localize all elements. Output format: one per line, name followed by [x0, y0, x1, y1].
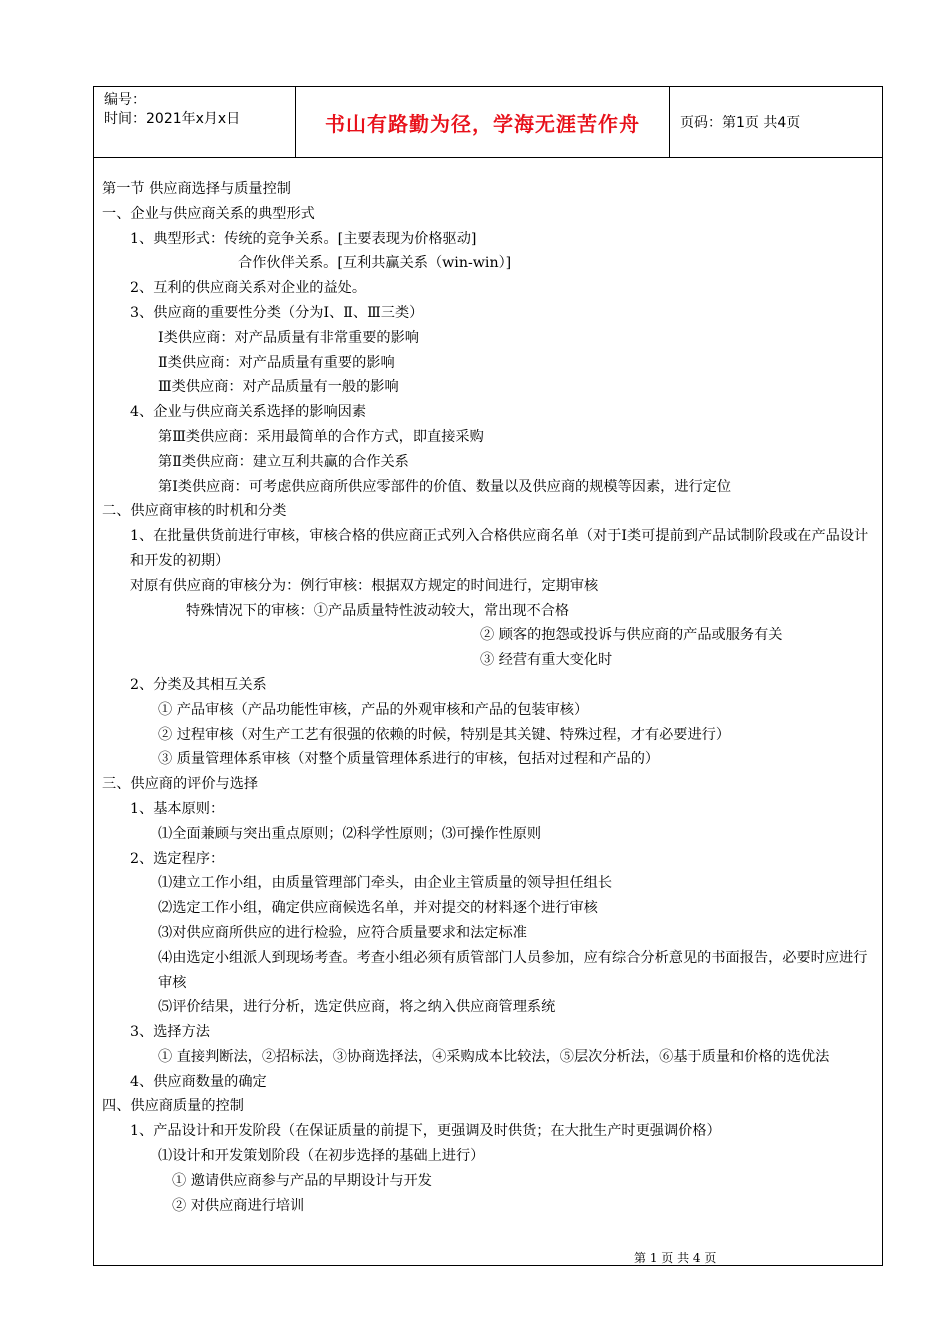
text-line: ① 产品审核（产品功能性审核，产品的外观审核和产品的包装审核） — [158, 701, 589, 718]
section-title: 第一节 供应商选择与质量控制 — [102, 181, 291, 197]
text-line: 合作伙伴关系。[互利共赢关系（win-win）] — [238, 255, 512, 272]
page-footer: 第 1 页 共 4 页 — [634, 1251, 717, 1265]
text-line: 第Ⅰ类供应商：可考虑供应商所供应零部件的价值、数量以及供应商的规模等因素，进行定位 — [158, 478, 732, 495]
number-label: 编号： — [104, 92, 146, 108]
motto-cell — [296, 87, 670, 157]
text-line: 1、典型形式：传统的竞争关系。[主要表现为价格驱动] — [130, 230, 477, 247]
text-line: ⑶对供应商所供应的进行检验，应符合质量要求和法定标准 — [158, 924, 527, 941]
text-paragraph: ⑷由选定小组派人到现场考查。考查小组必须有质管部门人员参加，应有综合分析意见的书面报告，必要时应进行审核 — [158, 949, 868, 991]
text-line: ① 邀请供应商参与产品的早期设计与开发 — [172, 1172, 432, 1189]
text-line: ② 对供应商进行培训 — [172, 1197, 305, 1214]
time-label: 时间：2021年x月x日 — [104, 111, 241, 127]
text-line: ③ 质量管理体系审核（对整个质量管理体系进行的审核，包括对过程和产品的） — [158, 751, 660, 768]
text-line: 第Ⅲ类供应商：采用最简单的合作方式，即直接采购 — [158, 428, 484, 445]
heading-4: 四、供应商质量的控制 — [102, 1098, 244, 1115]
heading-3: 三、供应商的评价与选择 — [102, 776, 259, 793]
text-line: 2、互利的供应商关系对企业的益处。 — [130, 280, 367, 297]
text-line: 特殊情况下的审核：①产品质量特性波动较大，常出现不合格 — [186, 602, 570, 619]
text-paragraph: ① 直接判断法，②招标法，③协商选择法，④采购成本比较法，⑤层次分析法，⑥基于质量和价格的选优法 — [158, 1048, 830, 1065]
heading-1: 一、企业与供应商关系的典型形式 — [102, 205, 315, 222]
text-line: Ⅰ类供应商：对产品质量有非常重要的影响 — [158, 329, 419, 346]
text-line: ⑵选定工作小组，确定供应商候选名单，并对提交的材料逐个进行审核 — [158, 900, 598, 917]
text-line: ⑸评价结果，进行分析，选定供应商，将之纳入供应商管理系统 — [158, 999, 556, 1016]
text-line: 2、选定程序： — [130, 850, 225, 867]
header-table — [94, 87, 882, 158]
motto-text: 书山有路勤为径，学海无涯苦作舟 — [325, 111, 640, 136]
text-line: ② 过程审核（对生产工艺有很强的依赖的时候，特别是其关键、特殊过程，才有必要进行） — [158, 726, 731, 743]
text-line: 4、供应商数量的确定 — [130, 1073, 267, 1090]
text-line: ⑴建立工作小组，由质量管理部门牵头，由企业主管质量的领导担任组长 — [158, 875, 613, 892]
page-info-text: 页码：第1页 共4页 — [680, 115, 801, 131]
text-line: 3、选择方法 — [130, 1024, 210, 1041]
text-line: ② 顾客的抱怨或投诉与供应商的产品或服务有关 — [480, 627, 783, 644]
document-body — [102, 177, 872, 1218]
page-info-cell — [670, 87, 882, 157]
text-line: 2、分类及其相互关系 — [130, 676, 267, 693]
text-line: 第Ⅱ类供应商：建立互利共赢的合作关系 — [158, 453, 409, 470]
text-line: 3、供应商的重要性分类（分为Ⅰ、Ⅱ、Ⅲ三类） — [130, 304, 424, 321]
text-line: 对原有供应商的审核分为：例行审核：根据双方规定的时间进行，定期审核 — [130, 577, 599, 594]
text-line: Ⅲ类供应商：对产品质量有一般的影响 — [158, 379, 399, 396]
text-line: 1、基本原则： — [130, 800, 225, 817]
text-line: Ⅱ类供应商：对产品质量有重要的影响 — [158, 354, 395, 371]
text-line: ⑴设计和开发策划阶段（在初步选择的基础上进行） — [158, 1148, 485, 1165]
text-line: ⑴全面兼顾与突出重点原则；⑵科学性原则；⑶可操作性原则 — [158, 825, 542, 842]
text-line: 4、企业与供应商关系选择的影响因素 — [130, 404, 367, 421]
text-paragraph: 1、在批量供货前进行审核，审核合格的供应商正式列入合格供应商名单（对于Ⅰ类可提前到产品试制阶段或在产品设计和开发的初期） — [130, 528, 869, 569]
heading-2: 二、供应商审核的时机和分类 — [102, 503, 287, 520]
document-frame — [93, 86, 883, 1266]
text-line: ③ 经营有重大变化时 — [480, 652, 613, 669]
text-line: 1、产品设计和开发阶段（在保证质量的前提下，更强调及时供货；在大批生产时更强调价格） — [130, 1123, 721, 1140]
header-meta-cell — [94, 87, 296, 157]
